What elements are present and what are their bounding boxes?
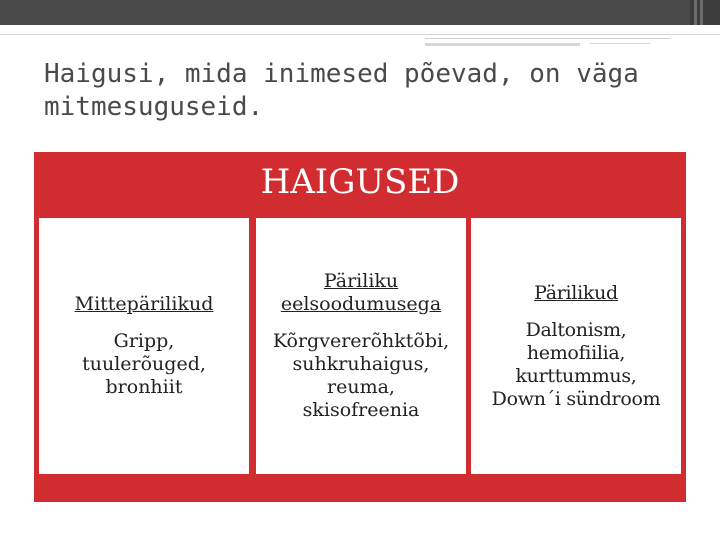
column-heading: Mittepärilikud	[74, 293, 214, 315]
slide-title-line2: mitmesuguseid.	[44, 92, 264, 122]
column-non-hereditary	[39, 218, 249, 474]
column-body: Daltonism, hemofiilia, kurttummus, Down´i sündroom	[491, 318, 661, 410]
column-hereditary	[471, 218, 681, 474]
column-body: Kõrgvererõhktõbi, suhkruhaigus, reuma, skisofreenia	[272, 330, 450, 421]
decorative-bar	[425, 43, 580, 46]
column-heading: Pärilikud	[534, 281, 618, 304]
column-heading: Päriliku eelsoodumusega	[280, 270, 442, 315]
table-header: HAIGUSED	[260, 162, 460, 202]
decorative-line	[425, 38, 670, 39]
decorative-bar	[590, 43, 650, 44]
column-hereditary-predisposition	[256, 218, 466, 474]
column-body: Gripp, tuulerõuged, bronhiit	[82, 330, 206, 398]
top-decoration-bar	[0, 0, 720, 25]
decorative-line	[0, 34, 720, 35]
slide-title	[44, 58, 684, 124]
top-bar-segment	[0, 0, 690, 25]
slide-title-line1: Haigusi, mida inimesed põevad, on väga	[44, 59, 639, 89]
top-bar-stripe	[694, 0, 697, 25]
top-bar-stripe	[700, 0, 703, 25]
